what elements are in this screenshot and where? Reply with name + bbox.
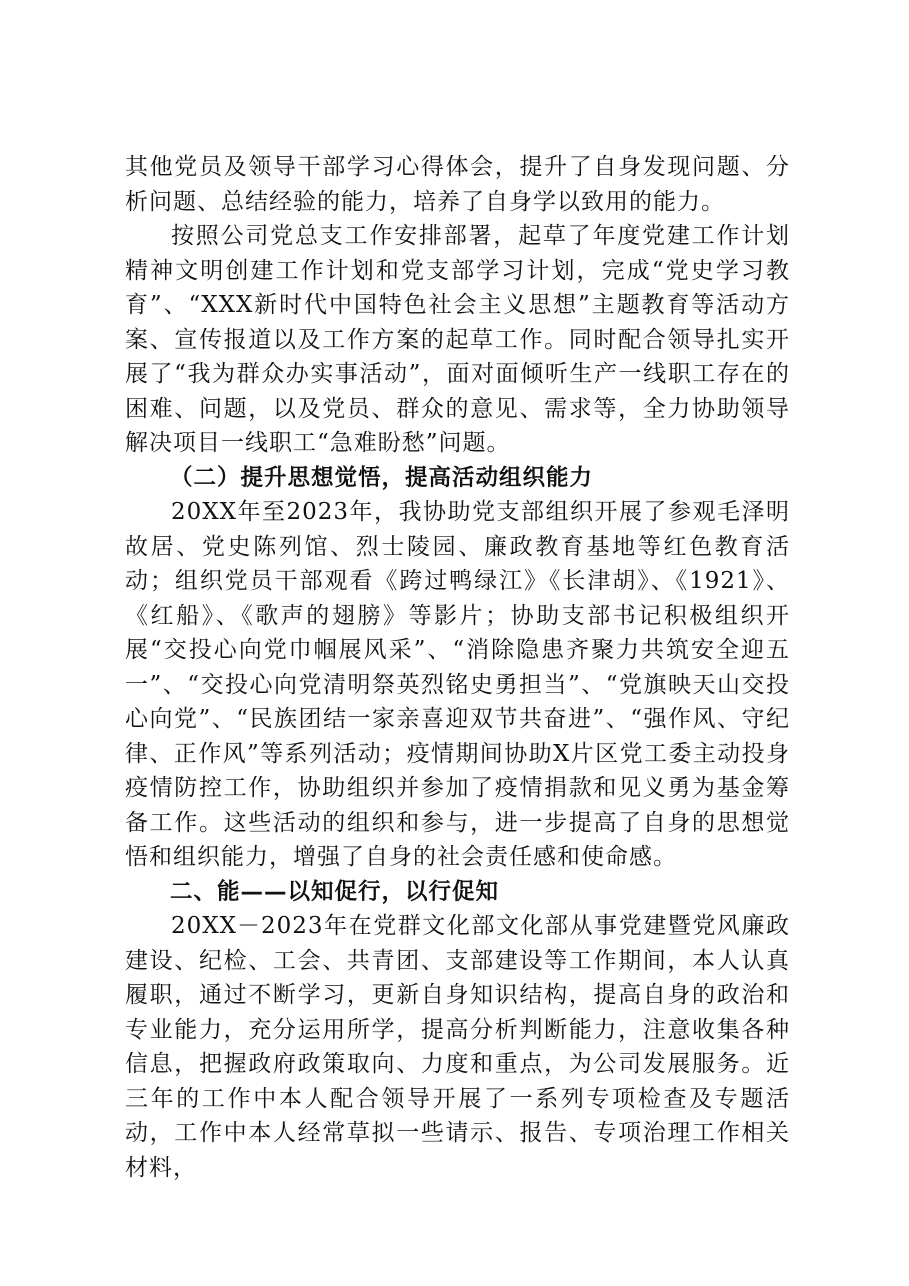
- section-heading-ability: 二、能——以知促行，以行促知: [170, 878, 500, 905]
- paragraph-culture-department-work: 20XX－2023年在党群文化部文化部从事党建暨党风廉政建设、纪检、工会、共青团、支部建设等工作期间，本人认真履职，通过不断学习，更新自身知识结构，提高自身的政治和专业能力，充分运用所学，提高分析判断能力，注意收集各种信息，把握政府政策取向、力度和重点，为公司发展服务。近三年的工作中本人配合领导开展了一系列专项检查及专题活动，工作中本人经常草拟一些请示、报告、专项治理工作相关材料，: [125, 913, 790, 1181]
- subheading-improve-awareness: （二）提升思想觉悟，提高活动组织能力: [170, 464, 594, 491]
- document-body: [125, 150, 790, 1185]
- paragraph-red-education-activities: 20XX年至2023年，我协助党支部组织开展了参观毛泽明故居、党史陈列馆、烈士陵园、廉政教育基地等红色教育活动；组织党员干部观看《跨过鸭绿江》《长津胡》、《1921》、《红船》、《歌声的翅膀》等影片；协助支部书记积极组织开展“交投心向党巾帼展风采”、“消除隐患齐聚力共筑安全迎五一”、“交投心向党清明祭英烈铭史勇担当”、“党旗映天山交投心向党”、“民族团结一家亲喜迎双节共奋进”、“强作风、守纪律、正作风”等系列活动；疫情期间协助X片区党工委主动投身疫情防控工作，协助组织并参加了疫情捐款和见义勇为基金筹备工作。这些活动的组织和参与，进一步提高了自身的思想觉悟和组织能力，增强了自身的社会责任感和使命感。: [125, 499, 790, 870]
- paragraph-continuation: 其他党员及领导干部学习心得体会，提升了自身发现问题、分析问题、总结经验的能力，培养了自身学以致用的能力。: [125, 154, 790, 215]
- paragraph-party-work-plans: 按照公司党总支工作安排部署，起草了年度党建工作计划精神文明创建工作计划和党支部学习计划，完成“党史学习教育”、“XXX新时代中国特色社会主义思想”主题教育等活动方案、宣传报道以及工作方案的起草工作。同时配合领导扎实开展了“我为群众办实事活动”，面对面倾听生产一线职工存在的困难、问题，以及党员、群众的意见、需求等，全力协助领导解决项目一线职工“急难盼愁”问题。: [125, 223, 790, 456]
